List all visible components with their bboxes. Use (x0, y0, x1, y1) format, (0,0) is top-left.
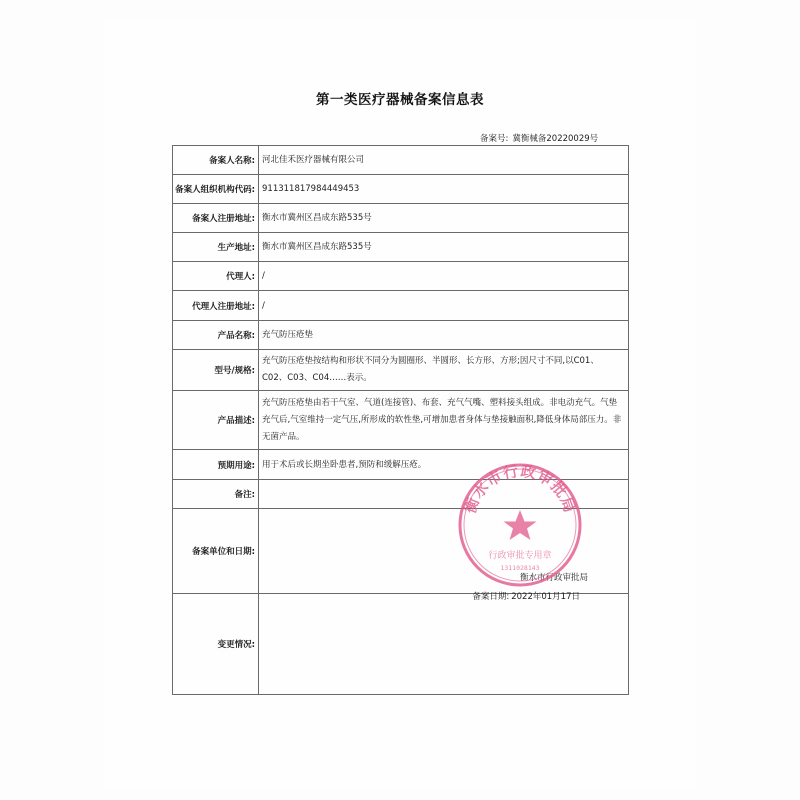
record-number-label: 备案号: (480, 134, 509, 144)
field-label: 备注: (173, 480, 259, 509)
field-value-production-address: 衡水市冀州区昌成东路535号 (259, 233, 629, 262)
table-row (173, 175, 629, 204)
seal-code: 1311028143 (500, 564, 540, 572)
table-row (173, 146, 629, 175)
field-value-intended-use: 用于术后或长期坐卧患者,预防和缓解压疮。 (259, 450, 629, 480)
field-value-model-spec: 充气防压疮垫按结构和形状不同分为圆圈形、半圆形、长方形、方形;因尺寸不同,以C01、C02、C03、C04……表示。 (259, 350, 629, 391)
seal-star-icon (504, 510, 537, 540)
filing-date-label: 备案日期: (472, 592, 510, 602)
filing-date (472, 588, 580, 606)
table-row (173, 350, 629, 391)
table-row (173, 233, 629, 262)
field-value-agent: / (259, 262, 629, 291)
record-number-value: 冀衡械备20220029号 (512, 134, 599, 144)
field-label: 代理人注册地址: (173, 291, 259, 321)
field-value-changes (259, 594, 629, 695)
field-value-org-code: 911311817984449453 (259, 175, 629, 204)
table-row (173, 262, 629, 291)
field-label: 变更情况: (173, 594, 259, 695)
field-value-agent-address: / (259, 291, 629, 321)
field-label: 备案人注册地址: (173, 204, 259, 233)
filing-form-table (172, 145, 629, 695)
table-row (173, 291, 629, 321)
page-title: 第一类医疗器械备案信息表 (316, 92, 484, 108)
field-value-registered-address: 衡水市冀州区昌成东路535号 (259, 204, 629, 233)
official-seal-stamp (455, 460, 585, 590)
field-label: 代理人: (173, 262, 259, 291)
field-label: 备案单位和日期: (173, 509, 259, 594)
table-row (173, 321, 629, 350)
seal-bottom-text: 行政审批专用章 (488, 551, 552, 561)
table-row (173, 204, 629, 233)
record-number (480, 132, 598, 144)
filing-unit-name: 衡水市行政审批局 (519, 573, 588, 583)
field-label: 产品名称: (173, 321, 259, 350)
table-row (173, 594, 629, 695)
field-label: 备案人名称: (173, 146, 259, 175)
field-value-product-description: 充气防压疮垫由若干气室、气道(连接管)、布套、充气气嘴、塑料接头组成。非电动充气。气垫充气后,气室维持一定气压,所形成的软性垫,可增加患者身体与垫接触面积,降低身体局部压力。非无菌产品。 (259, 391, 629, 450)
filing-date-value: 2022年01月17日 (511, 592, 580, 602)
field-label: 产品描述: (173, 391, 259, 450)
table-row (173, 391, 629, 450)
field-value-product-name: 充气防压疮垫 (259, 321, 629, 350)
field-label: 生产地址: (173, 233, 259, 262)
seal-top-text: 衡水市行政审批局 (460, 461, 580, 516)
field-label: 备案人组织机构代码: (173, 175, 259, 204)
field-label: 型号/规格: (173, 350, 259, 391)
field-label: 预期用途: (173, 450, 259, 480)
field-value-applicant-name: 河北佳禾医疗器械有限公司 (259, 146, 629, 175)
